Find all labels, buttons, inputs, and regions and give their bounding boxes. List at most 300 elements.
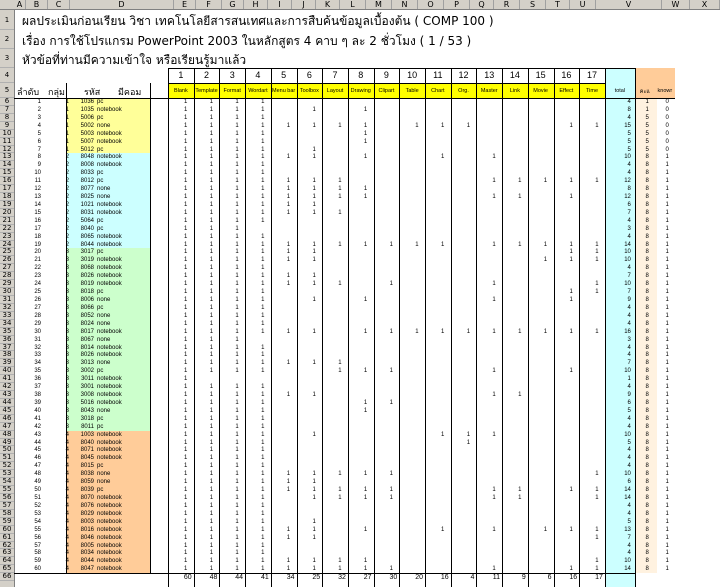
row-total[interactable]: 4 bbox=[627, 99, 631, 105]
row-status[interactable]: pc bbox=[97, 217, 104, 224]
row-group[interactable]: 2 bbox=[65, 162, 69, 169]
topic-mark[interactable]: 1 bbox=[235, 518, 239, 525]
row-total[interactable]: 10 bbox=[624, 154, 631, 161]
topic-number[interactable]: 15 bbox=[535, 70, 546, 80]
row-id[interactable]: 8024 bbox=[80, 320, 94, 327]
row-status[interactable]: pc bbox=[97, 178, 104, 185]
row-status[interactable]: notebook bbox=[97, 162, 122, 169]
topic-mark[interactable]: 1 bbox=[184, 178, 188, 185]
topic-mark[interactable]: 1 bbox=[209, 368, 214, 375]
topic-mark[interactable]: 1 bbox=[312, 106, 316, 113]
row-seq[interactable]: 14 bbox=[34, 201, 41, 208]
topic-mark[interactable]: 1 bbox=[595, 495, 599, 501]
row-group[interactable]: 3 bbox=[65, 399, 69, 406]
row-header[interactable]: 36 bbox=[0, 336, 14, 344]
topic-mark[interactable]: 1 bbox=[184, 510, 188, 517]
row-id[interactable]: 8077 bbox=[80, 186, 94, 193]
topic-mark[interactable]: 1 bbox=[543, 328, 548, 335]
topic-number[interactable]: 8 bbox=[358, 70, 364, 80]
topic-mark[interactable]: 1 bbox=[235, 138, 239, 145]
row-status[interactable]: pc bbox=[97, 304, 104, 311]
row-header[interactable]: 31 bbox=[0, 296, 14, 304]
row-know[interactable]: 1 bbox=[665, 328, 669, 335]
topic-number[interactable]: 1 bbox=[178, 70, 184, 80]
column-header-j[interactable]: J bbox=[292, 0, 316, 9]
row-score[interactable]: 8 bbox=[645, 154, 649, 161]
row-know[interactable]: 1 bbox=[665, 510, 669, 517]
topic-mark[interactable]: 1 bbox=[492, 178, 496, 185]
row-know[interactable]: 1 bbox=[665, 257, 669, 264]
topic-mark[interactable]: 1 bbox=[261, 407, 265, 414]
topic-mark[interactable]: 1 bbox=[261, 273, 265, 280]
topic-mark[interactable]: 1 bbox=[209, 170, 214, 177]
row-seq[interactable]: 57 bbox=[34, 542, 41, 549]
topic-mark[interactable]: 1 bbox=[261, 534, 265, 541]
topic-mark[interactable]: 1 bbox=[184, 415, 188, 422]
topic-mark[interactable]: 1 bbox=[235, 297, 239, 303]
row-score[interactable]: 8 bbox=[645, 431, 649, 438]
topic-mark[interactable]: 1 bbox=[209, 225, 214, 232]
topic-mark[interactable]: 1 bbox=[286, 534, 291, 541]
row-seq[interactable]: 5 bbox=[37, 130, 41, 137]
row-header[interactable]: 6 bbox=[0, 98, 14, 106]
header-group[interactable]: กลุ่ม bbox=[48, 87, 65, 97]
row-know[interactable]: 1 bbox=[665, 447, 669, 454]
topic-mark[interactable]: 1 bbox=[209, 360, 214, 367]
topic-mark[interactable]: 1 bbox=[184, 249, 188, 256]
row-seq[interactable]: 8 bbox=[37, 154, 41, 161]
row-group[interactable]: 3 bbox=[65, 312, 69, 319]
topic-mark[interactable]: 1 bbox=[363, 495, 368, 501]
row-score[interactable]: 5 bbox=[645, 114, 649, 121]
topic-mark[interactable]: 1 bbox=[261, 138, 265, 145]
topic-mark[interactable]: 1 bbox=[595, 241, 599, 248]
topic-name[interactable]: Layout bbox=[326, 88, 344, 94]
topic-mark[interactable]: 1 bbox=[209, 526, 214, 533]
column-header-q[interactable]: Q bbox=[470, 0, 494, 9]
row-seq[interactable]: 25 bbox=[34, 289, 41, 296]
row-seq[interactable]: 19 bbox=[34, 241, 41, 248]
sheet-title-line1[interactable]: ผลประเมินก่อนเรียน วิชา เทคโนโลยีสารสนเทศและการสืบค้นข้อมูลเบื้องต้น ( COMP 100 ) bbox=[22, 14, 494, 28]
topic-mark[interactable]: 1 bbox=[312, 558, 316, 565]
row-id[interactable]: 1021 bbox=[80, 201, 94, 208]
row-score[interactable]: 8 bbox=[645, 344, 649, 351]
row-header[interactable]: 54 bbox=[0, 478, 14, 486]
topic-mark[interactable]: 1 bbox=[184, 328, 188, 335]
topic-mark[interactable]: 1 bbox=[209, 352, 214, 359]
column-header-o[interactable]: O bbox=[418, 0, 444, 9]
topic-mark[interactable]: 1 bbox=[286, 487, 291, 494]
topic-mark[interactable]: 1 bbox=[492, 392, 496, 399]
row-total[interactable]: 7 bbox=[627, 273, 631, 280]
row-total[interactable]: 4 bbox=[627, 114, 631, 121]
row-score[interactable]: 8 bbox=[645, 273, 649, 280]
topic-name[interactable]: Toolbox bbox=[299, 88, 319, 94]
topic-mark[interactable]: 1 bbox=[184, 217, 188, 224]
row-id[interactable]: 8048 bbox=[80, 154, 94, 161]
topic-mark[interactable]: 1 bbox=[184, 423, 188, 430]
row-status[interactable]: none bbox=[97, 194, 111, 201]
topic-mark[interactable]: 1 bbox=[184, 233, 188, 240]
row-know[interactable]: 1 bbox=[665, 439, 669, 446]
row-know[interactable]: 1 bbox=[665, 217, 669, 224]
row-id[interactable]: 8065 bbox=[80, 233, 94, 240]
topic-mark[interactable]: 1 bbox=[312, 154, 316, 161]
row-id[interactable]: 8044 bbox=[80, 558, 94, 565]
row-score[interactable]: 8 bbox=[645, 312, 649, 319]
row-seq[interactable]: 35 bbox=[34, 368, 41, 375]
topic-mark[interactable]: 1 bbox=[209, 209, 214, 216]
topic-mark[interactable]: 1 bbox=[312, 209, 316, 216]
row-header[interactable]: 8 bbox=[0, 114, 14, 122]
row-group[interactable]: 3 bbox=[65, 352, 69, 359]
row-header[interactable]: 41 bbox=[0, 375, 14, 383]
topic-number[interactable]: 16 bbox=[561, 70, 572, 80]
row-id[interactable]: 8008 bbox=[80, 162, 94, 169]
topic-mark[interactable]: 1 bbox=[261, 463, 265, 470]
topic-mark[interactable]: 1 bbox=[363, 368, 368, 375]
row-score[interactable]: 8 bbox=[645, 463, 649, 470]
row-total[interactable]: 10 bbox=[624, 249, 631, 256]
topic-mark[interactable]: 1 bbox=[595, 526, 599, 533]
topic-mark[interactable]: 1 bbox=[363, 566, 368, 573]
row-status[interactable]: none bbox=[97, 122, 111, 129]
topic-mark[interactable]: 1 bbox=[261, 257, 265, 264]
topic-mark[interactable]: 1 bbox=[518, 241, 522, 248]
row-score[interactable]: 8 bbox=[645, 320, 649, 327]
topic-mark[interactable]: 1 bbox=[286, 526, 291, 533]
row-score[interactable]: 5 bbox=[645, 130, 649, 137]
row-header[interactable]: 56 bbox=[0, 494, 14, 502]
topic-mark[interactable]: 1 bbox=[261, 170, 265, 177]
row-know[interactable]: 1 bbox=[665, 423, 669, 430]
row-know[interactable]: 1 bbox=[665, 407, 669, 414]
row-know[interactable]: 1 bbox=[665, 297, 669, 303]
sheet-title-line3[interactable]: หัวข้อที่ท่านมีความเข้าใจ หรือเรียนรู้มาแล้ว bbox=[22, 53, 247, 67]
topic-mark[interactable]: 1 bbox=[363, 558, 368, 565]
row-group[interactable]: 3 bbox=[65, 407, 69, 414]
topic-mark[interactable]: 1 bbox=[209, 146, 214, 153]
row-id[interactable]: 8071 bbox=[80, 447, 94, 454]
topic-mark[interactable]: 1 bbox=[261, 178, 265, 185]
row-total[interactable]: 9 bbox=[627, 297, 631, 303]
row-header[interactable]: 64 bbox=[0, 557, 14, 565]
row-total[interactable]: 10 bbox=[624, 281, 631, 288]
row-score[interactable]: 8 bbox=[645, 566, 649, 573]
row-id[interactable]: 3017 bbox=[80, 249, 94, 256]
topic-mark[interactable]: 1 bbox=[235, 217, 239, 224]
row-header[interactable]: 60 bbox=[0, 526, 14, 534]
topic-mark[interactable]: 1 bbox=[235, 289, 239, 296]
topic-mark[interactable]: 1 bbox=[261, 106, 265, 113]
topic-mark[interactable]: 1 bbox=[261, 304, 265, 311]
topic-mark[interactable]: 1 bbox=[261, 487, 265, 494]
topic-mark[interactable]: 1 bbox=[209, 265, 214, 272]
topic-mark[interactable]: 1 bbox=[492, 566, 496, 573]
row-know[interactable]: 1 bbox=[665, 502, 669, 509]
topic-mark[interactable]: 1 bbox=[569, 257, 573, 264]
row-score[interactable]: 5 bbox=[645, 122, 649, 129]
topic-mark[interactable]: 1 bbox=[286, 209, 291, 216]
topic-mark[interactable]: 1 bbox=[286, 273, 291, 280]
row-score[interactable]: 8 bbox=[645, 225, 649, 232]
row-header[interactable]: 51 bbox=[0, 454, 14, 462]
header-seq[interactable]: ลำดับ bbox=[17, 87, 40, 97]
topic-name[interactable]: Menu bar bbox=[272, 88, 296, 94]
topic-mark[interactable]: 1 bbox=[261, 542, 265, 549]
row-header[interactable]: 40 bbox=[0, 367, 14, 375]
topic-mark[interactable]: 1 bbox=[184, 130, 188, 137]
topic-name[interactable]: Time bbox=[586, 88, 599, 94]
row-score[interactable]: 8 bbox=[645, 558, 649, 565]
topic-mark[interactable]: 1 bbox=[441, 526, 445, 533]
row-total[interactable]: 1 bbox=[627, 376, 631, 383]
row-seq[interactable]: 24 bbox=[34, 281, 41, 288]
topic-mark[interactable]: 1 bbox=[441, 431, 445, 438]
row-status[interactable]: none bbox=[97, 336, 111, 343]
topic-mark[interactable]: 1 bbox=[261, 194, 265, 201]
topic-mark[interactable]: 1 bbox=[209, 392, 214, 399]
topic-mark[interactable]: 1 bbox=[569, 297, 573, 303]
topic-mark[interactable]: 1 bbox=[235, 273, 239, 280]
column-header-a[interactable]: A bbox=[14, 0, 26, 9]
row-score[interactable]: 8 bbox=[645, 265, 649, 272]
topic-mark[interactable]: 1 bbox=[261, 423, 265, 430]
row-seq[interactable]: 58 bbox=[34, 550, 41, 557]
row-status[interactable]: pc bbox=[97, 289, 104, 296]
topic-mark[interactable]: 1 bbox=[235, 471, 239, 478]
row-status[interactable]: pc bbox=[97, 225, 104, 232]
row-total[interactable]: 4 bbox=[627, 265, 631, 272]
topic-mark[interactable]: 1 bbox=[286, 392, 291, 399]
topic-mark[interactable]: 1 bbox=[286, 249, 291, 256]
topic-mark[interactable]: 1 bbox=[184, 201, 188, 208]
row-seq[interactable]: 60 bbox=[34, 566, 41, 573]
topic-mark[interactable]: 1 bbox=[261, 233, 265, 240]
topic-mark[interactable]: 1 bbox=[261, 431, 265, 438]
row-status[interactable]: notebook bbox=[97, 566, 122, 573]
topic-mark[interactable]: 1 bbox=[492, 368, 496, 375]
row-score[interactable]: 8 bbox=[645, 201, 649, 208]
row-id[interactable]: 8029 bbox=[80, 510, 94, 517]
topic-mark[interactable]: 1 bbox=[466, 328, 471, 335]
row-group[interactable]: 3 bbox=[65, 344, 69, 351]
column-header-u[interactable]: U bbox=[570, 0, 596, 9]
topic-mark[interactable]: 1 bbox=[569, 526, 573, 533]
row-status[interactable]: pc bbox=[97, 170, 104, 177]
row-score[interactable]: 8 bbox=[645, 352, 649, 359]
topic-mark[interactable]: 1 bbox=[235, 431, 239, 438]
row-group[interactable]: 2 bbox=[65, 154, 69, 161]
row-score[interactable]: 8 bbox=[645, 392, 649, 399]
topic-mark[interactable]: 1 bbox=[595, 471, 599, 478]
topic-mark[interactable]: 1 bbox=[312, 479, 316, 486]
row-status[interactable]: notebook bbox=[97, 534, 122, 541]
topic-mark[interactable]: 1 bbox=[184, 114, 188, 121]
row-status[interactable]: none bbox=[97, 360, 111, 367]
row-id[interactable]: 8015 bbox=[80, 463, 94, 470]
extra-header-score[interactable]: คะแ bbox=[639, 89, 650, 95]
row-header[interactable]: 33 bbox=[0, 312, 14, 320]
topic-mark[interactable]: 1 bbox=[595, 249, 599, 256]
row-total[interactable]: 8 bbox=[627, 186, 631, 193]
topic-mark[interactable]: 1 bbox=[209, 502, 214, 509]
row-seq[interactable]: 21 bbox=[34, 257, 41, 264]
row-header[interactable]: 25 bbox=[0, 248, 14, 256]
row-seq[interactable]: 15 bbox=[34, 209, 41, 216]
row-header[interactable]: 66 bbox=[0, 573, 14, 581]
row-group[interactable]: 2 bbox=[65, 170, 69, 177]
row-group[interactable]: 3 bbox=[65, 384, 69, 391]
row-know[interactable]: 1 bbox=[665, 352, 669, 359]
row-header[interactable]: 20 bbox=[0, 209, 14, 217]
row-status[interactable]: none bbox=[97, 312, 111, 319]
column-header-n[interactable]: N bbox=[392, 0, 418, 9]
topic-mark[interactable]: 1 bbox=[312, 273, 316, 280]
topic-mark[interactable]: 1 bbox=[261, 130, 265, 137]
topic-mark[interactable]: 1 bbox=[363, 297, 368, 303]
topic-mark[interactable]: 1 bbox=[235, 328, 239, 335]
topic-number[interactable]: 3 bbox=[229, 70, 235, 80]
row-score[interactable]: 8 bbox=[645, 304, 649, 311]
topic-mark[interactable]: 1 bbox=[184, 257, 188, 264]
row-score[interactable]: 8 bbox=[645, 423, 649, 430]
row-total[interactable]: 7 bbox=[627, 534, 631, 541]
column-total[interactable]: 9 bbox=[521, 574, 526, 582]
topic-mark[interactable]: 1 bbox=[312, 194, 316, 201]
row-total[interactable]: 5 bbox=[627, 439, 631, 446]
row-score[interactable]: 8 bbox=[645, 447, 649, 454]
row-id[interactable]: 8003 bbox=[80, 518, 94, 525]
row-total[interactable]: 7 bbox=[627, 209, 631, 216]
row-seq[interactable]: 30 bbox=[34, 328, 41, 335]
column-header-w[interactable]: W bbox=[662, 0, 690, 9]
row-score[interactable]: 8 bbox=[645, 495, 649, 501]
row-header[interactable]: 52 bbox=[0, 462, 14, 470]
row-total[interactable]: 4 bbox=[627, 170, 631, 177]
topic-number[interactable]: 11 bbox=[433, 70, 443, 80]
row-know[interactable]: 1 bbox=[665, 194, 669, 201]
row-group[interactable]: 3 bbox=[65, 368, 69, 375]
topic-mark[interactable]: 1 bbox=[235, 510, 239, 517]
row-seq[interactable]: 39 bbox=[34, 399, 41, 406]
topic-mark[interactable]: 1 bbox=[595, 289, 599, 296]
row-id[interactable]: 8076 bbox=[80, 502, 94, 509]
topic-mark[interactable]: 1 bbox=[569, 328, 573, 335]
topic-mark[interactable]: 1 bbox=[209, 312, 214, 319]
row-total[interactable]: 13 bbox=[624, 526, 631, 533]
topic-mark[interactable]: 1 bbox=[184, 518, 188, 525]
topic-mark[interactable]: 1 bbox=[184, 138, 188, 145]
topic-mark[interactable]: 1 bbox=[184, 542, 188, 549]
topic-mark[interactable]: 1 bbox=[235, 265, 239, 272]
row-header[interactable]: 62 bbox=[0, 542, 14, 550]
row-total[interactable]: 4 bbox=[627, 162, 631, 169]
row-id[interactable]: 8019 bbox=[80, 281, 94, 288]
topic-mark[interactable]: 1 bbox=[209, 257, 214, 264]
topic-mark[interactable]: 1 bbox=[286, 201, 291, 208]
topic-mark[interactable]: 1 bbox=[209, 384, 214, 391]
row-status[interactable]: pc bbox=[97, 146, 104, 153]
topic-mark[interactable]: 1 bbox=[595, 566, 599, 573]
topic-mark[interactable]: 1 bbox=[235, 320, 239, 327]
topic-mark[interactable]: 1 bbox=[184, 463, 188, 470]
row-know[interactable]: 1 bbox=[665, 463, 669, 470]
column-header-r[interactable]: R bbox=[494, 0, 520, 9]
row-seq[interactable]: 16 bbox=[34, 217, 41, 224]
row-status[interactable]: notebook bbox=[97, 265, 122, 272]
row-status[interactable]: notebook bbox=[97, 384, 122, 391]
topic-mark[interactable]: 1 bbox=[261, 368, 265, 375]
topic-mark[interactable]: 1 bbox=[261, 320, 265, 327]
column-header-m[interactable]: M bbox=[366, 0, 392, 9]
sheet-title-line2[interactable]: เรื่อง การใช้โปรแกรม PowerPoint 2003 ในหลักสูตร 4 คาบ ๆ ละ 2 ชั่วโมง ( 1 / 53 ) bbox=[22, 34, 472, 48]
row-score[interactable]: 8 bbox=[645, 178, 649, 185]
row-status[interactable]: pc bbox=[97, 99, 104, 105]
topic-mark[interactable]: 1 bbox=[312, 241, 316, 248]
topic-mark[interactable]: 1 bbox=[492, 526, 496, 533]
row-group[interactable]: 3 bbox=[65, 328, 69, 335]
topic-mark[interactable]: 1 bbox=[389, 241, 393, 248]
row-know[interactable]: 0 bbox=[665, 114, 669, 121]
row-header[interactable]: 3 bbox=[0, 49, 14, 68]
row-score[interactable]: 8 bbox=[645, 471, 649, 478]
row-status[interactable]: notebook bbox=[97, 455, 122, 462]
row-score[interactable]: 1 bbox=[645, 106, 649, 113]
topic-mark[interactable]: 1 bbox=[209, 407, 214, 414]
topic-mark[interactable]: 1 bbox=[235, 225, 239, 232]
row-seq[interactable]: 43 bbox=[34, 431, 41, 438]
topic-mark[interactable]: 1 bbox=[466, 439, 471, 446]
topic-mark[interactable]: 1 bbox=[184, 399, 188, 406]
topic-mark[interactable]: 1 bbox=[235, 368, 239, 375]
row-total[interactable]: 7 bbox=[627, 360, 631, 367]
column-header-x[interactable]: X bbox=[690, 0, 720, 9]
topic-mark[interactable]: 1 bbox=[209, 122, 214, 129]
topic-name[interactable]: Table bbox=[405, 88, 419, 94]
row-score[interactable]: 8 bbox=[645, 542, 649, 549]
topic-mark[interactable]: 1 bbox=[235, 336, 239, 343]
topic-mark[interactable]: 1 bbox=[184, 502, 188, 509]
column-total[interactable]: 27 bbox=[363, 574, 372, 582]
row-score[interactable]: 8 bbox=[645, 257, 649, 264]
topic-mark[interactable]: 1 bbox=[209, 518, 214, 525]
row-seq[interactable]: 29 bbox=[34, 320, 41, 327]
topic-name[interactable]: Org. bbox=[458, 88, 469, 94]
topic-mark[interactable]: 1 bbox=[389, 495, 393, 501]
row-group[interactable]: 4 bbox=[65, 455, 69, 462]
topic-mark[interactable]: 1 bbox=[312, 566, 316, 573]
row-status[interactable]: notebook bbox=[97, 352, 122, 359]
row-know[interactable]: 1 bbox=[665, 241, 669, 248]
topic-mark[interactable]: 1 bbox=[261, 566, 265, 573]
row-total[interactable]: 10 bbox=[624, 368, 631, 375]
row-status[interactable]: notebook bbox=[97, 106, 122, 113]
topic-mark[interactable]: 1 bbox=[286, 178, 291, 185]
row-id[interactable]: 1035 bbox=[80, 106, 94, 113]
row-status[interactable]: none bbox=[97, 471, 111, 478]
row-seq[interactable]: 41 bbox=[34, 415, 41, 422]
row-total[interactable]: 16 bbox=[624, 328, 631, 335]
row-total[interactable]: 9 bbox=[627, 392, 631, 399]
topic-mark[interactable]: 1 bbox=[492, 328, 496, 335]
topic-mark[interactable]: 1 bbox=[184, 281, 188, 288]
topic-mark[interactable]: 1 bbox=[184, 534, 188, 541]
row-know[interactable]: 1 bbox=[665, 281, 669, 288]
row-header[interactable]: 43 bbox=[0, 391, 14, 399]
row-total[interactable]: 14 bbox=[624, 495, 631, 501]
row-seq[interactable]: 38 bbox=[34, 392, 41, 399]
